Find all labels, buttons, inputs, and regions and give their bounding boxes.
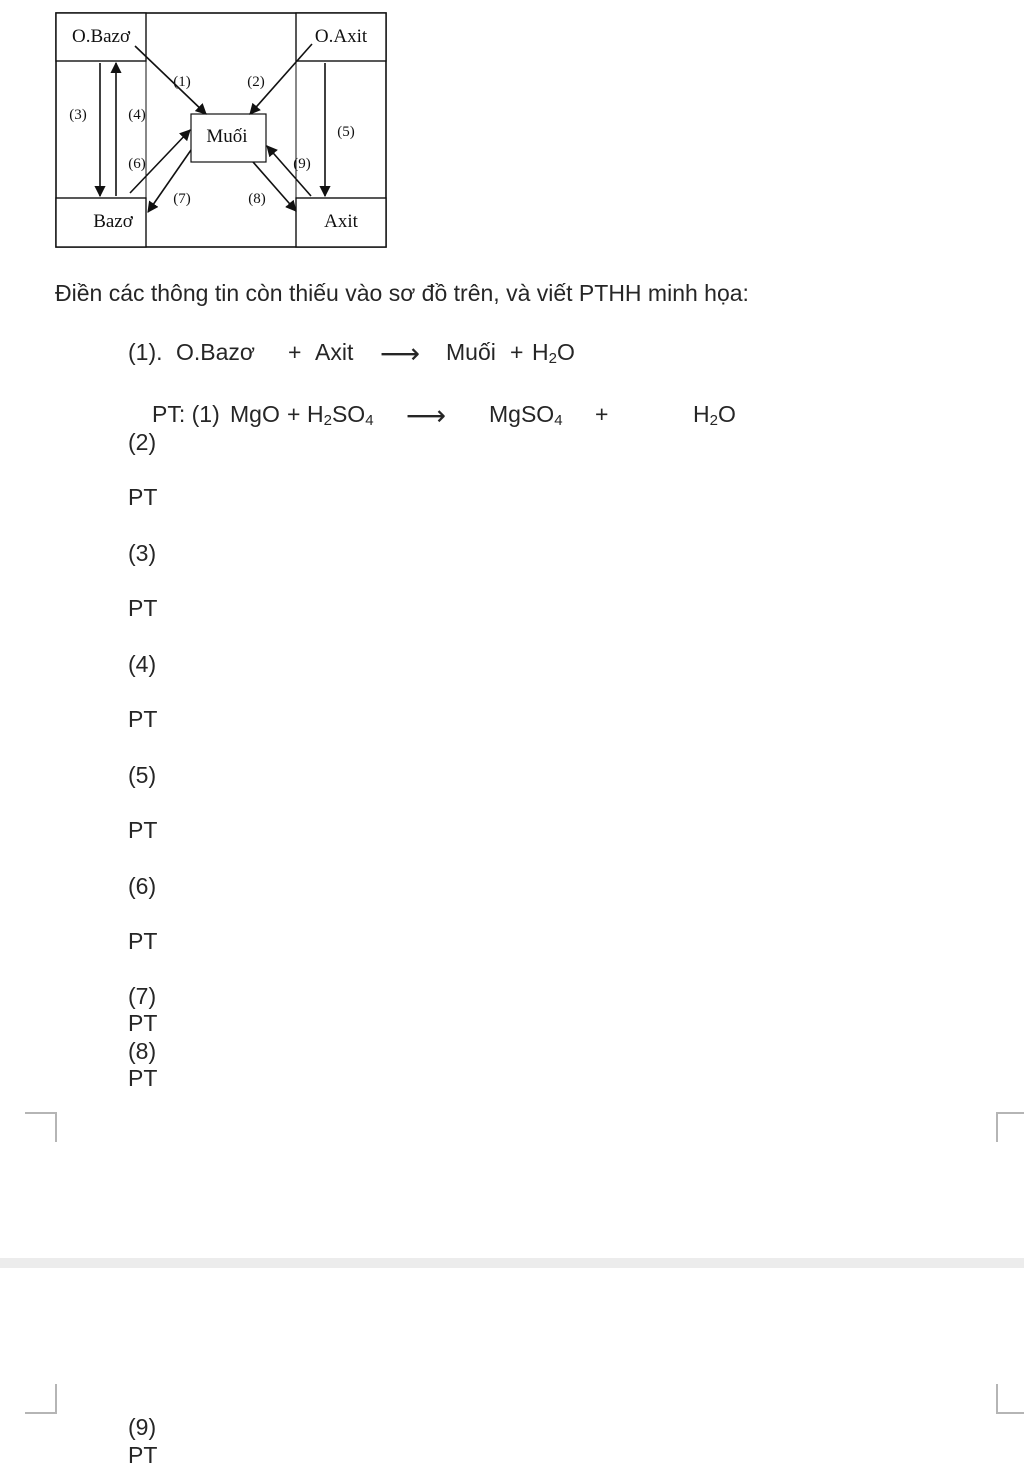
pt1-mgo: MgO <box>230 401 280 427</box>
pt1-prefix: PT: (1) <box>152 401 220 427</box>
instruction-text: Điền các thông tin còn thiếu vào sơ đồ trên, và viết PTHH minh họa: <box>55 280 749 306</box>
page-corner-mark <box>996 1384 1024 1414</box>
eq1-number: (1). <box>128 339 163 365</box>
arrow-label-1: (1) <box>173 74 191 90</box>
eq1-reactant2: Axit <box>315 339 354 365</box>
item-5-number: (5) <box>128 762 157 788</box>
eq1-product1: Muối <box>446 339 496 365</box>
page-corner-mark <box>25 1112 57 1142</box>
eq1-reactant1: O.Bazơ <box>176 339 255 365</box>
page-separator <box>0 1258 1024 1268</box>
item-7-pt: PT <box>128 1010 158 1036</box>
arrow-label-2: (2) <box>247 74 265 90</box>
pt1-plus2: + <box>595 401 609 427</box>
item-6-pt: PT <box>128 928 158 954</box>
eq1-arrow: ⟶ <box>380 338 421 369</box>
pt1-h2o: $H_2O$ <box>693 401 736 429</box>
item-2-number: (2) <box>128 429 157 455</box>
arrow-label-7: (7) <box>173 191 191 207</box>
item-9-pt: PT <box>128 1442 158 1468</box>
eq1-plus2: + <box>510 339 524 365</box>
reaction-diagram <box>0 0 400 256</box>
item-8-pt: PT <box>128 1065 158 1091</box>
item-3-pt: PT <box>128 595 158 621</box>
pt1-h2so4: $H_2SO_4$ <box>307 401 374 429</box>
node-axit-label: Axit <box>324 211 358 232</box>
eq1-water: $H_2O$ <box>532 339 575 367</box>
eq1-plus1: + <box>288 339 302 365</box>
arrow-label-5: (5) <box>337 124 355 140</box>
node-oaxit-label: O.Axit <box>314 26 368 47</box>
item-6-number: (6) <box>128 873 157 899</box>
arrow-label-3: (3) <box>69 107 87 123</box>
item-3-number: (3) <box>128 540 157 566</box>
node-bazo-label: Bazơ <box>93 211 133 232</box>
item-7-number: (7) <box>128 983 157 1009</box>
item-5-pt: PT <box>128 817 158 843</box>
node-obazo-label: O.Bazơ <box>71 26 131 47</box>
arrow-label-4: (4) <box>128 107 146 123</box>
arrow-label-6: (6) <box>128 156 146 172</box>
item-8-number: (8) <box>128 1038 157 1064</box>
pt1-arrow: ⟶ <box>406 400 447 431</box>
pt1-mgso4: MgSO$_4$ <box>489 401 563 429</box>
page-corner-mark <box>25 1384 57 1414</box>
page-corner-mark <box>996 1112 1024 1142</box>
item-4-pt: PT <box>128 706 158 732</box>
item-9-number: (9) <box>128 1414 157 1440</box>
arrow-label-9: (9) <box>293 156 311 172</box>
arrow-label-8: (8) <box>248 191 266 207</box>
item-2-pt: PT <box>128 484 158 510</box>
pt1-plus1: + <box>287 401 301 427</box>
node-muoi-label: Muối <box>206 126 248 147</box>
item-4-number: (4) <box>128 651 157 677</box>
